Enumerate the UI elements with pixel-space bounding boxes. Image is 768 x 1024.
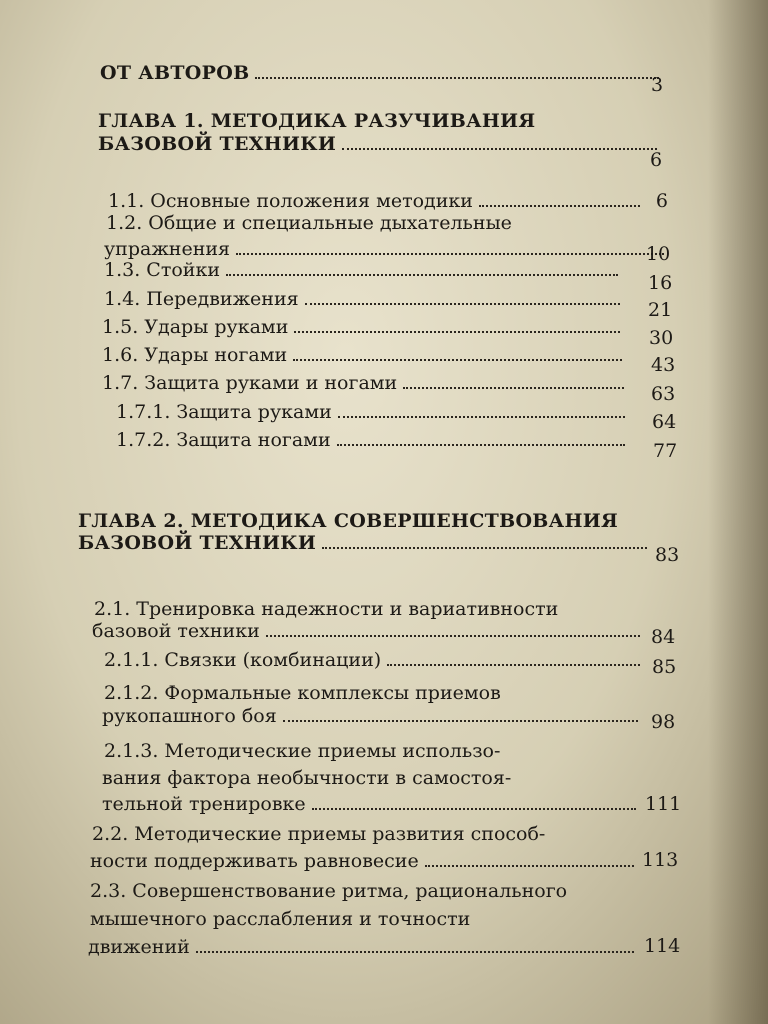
toc-entry-text: 1.5. Удары руками xyxy=(102,316,289,338)
chapter-1-title-line1: ГЛАВА 1. МЕТОДИКА РАЗУЧИВАНИЯ xyxy=(98,110,536,132)
dot-leader xyxy=(266,634,640,637)
toc-entry-text: 1.7.2. Защита ногами xyxy=(116,429,331,451)
toc-entry[interactable] xyxy=(88,928,640,958)
toc-page-number: 113 xyxy=(642,849,679,871)
toc-page-number: 83 xyxy=(655,544,680,566)
toc-entry-text: 2.2. Методические приемы развития способ- xyxy=(92,823,546,845)
toc-page-number: 77 xyxy=(653,440,678,462)
toc-entry[interactable] xyxy=(116,421,631,451)
dot-leader xyxy=(305,302,620,305)
toc-entry-text: 1.6. Удары ногами xyxy=(102,344,288,366)
toc-entry-text: 2.1.2. Формальные комплексы приемов xyxy=(104,682,501,704)
dot-leader xyxy=(293,358,622,361)
toc-entry[interactable] xyxy=(92,612,646,642)
dot-leader xyxy=(196,950,634,953)
toc-page-number: 10 xyxy=(646,243,671,265)
toc-page-number: 43 xyxy=(651,354,676,376)
toc-entry-text: движений xyxy=(88,936,190,958)
dot-leader xyxy=(283,719,638,722)
toc-entry-text: мышечного расслабления и точности xyxy=(90,908,471,930)
toc-entry-text: вания фактора необычности в самостоя- xyxy=(102,767,512,789)
toc-entry-text: упражнения xyxy=(104,238,231,260)
toc-page-number: 63 xyxy=(651,383,676,405)
toc-entry-text: 1.3. Стойки xyxy=(104,259,220,281)
toc-page-number: 6 xyxy=(650,149,663,171)
chapter-2-heading[interactable] xyxy=(78,524,653,554)
toc-entry[interactable] xyxy=(108,182,668,212)
toc-entry-text: ности поддерживать равновесие xyxy=(90,850,419,872)
toc-page-number: 85 xyxy=(652,656,677,678)
dot-leader xyxy=(322,546,647,549)
toc-page-number: 21 xyxy=(648,299,673,321)
toc-entry-text: 1.1. Основные положения методики xyxy=(108,190,473,212)
toc-entry[interactable] xyxy=(102,785,642,815)
toc-entry[interactable] xyxy=(104,641,646,671)
toc-entry[interactable] xyxy=(116,393,631,423)
toc-entry-text: рукопашного боя xyxy=(102,705,277,727)
toc-entry-text: 1.2. Общие и специальные дыхательные xyxy=(106,212,512,234)
toc-page-number: 64 xyxy=(652,411,677,433)
toc-page-number: 3 xyxy=(651,74,664,96)
toc-page-number: 114 xyxy=(644,935,681,957)
toc-entry[interactable] xyxy=(102,336,628,366)
toc-entry-text: 2.3. Совершенствование ритма, рационального xyxy=(90,880,568,902)
toc-page-number: 111 xyxy=(645,793,682,815)
dot-leader xyxy=(403,386,624,389)
toc-entry-text: тельной тренировке xyxy=(102,793,306,815)
toc-entry-text: 1.7. Защита руками и ногами xyxy=(102,372,398,394)
dot-leader xyxy=(337,443,625,446)
toc-page-number: 30 xyxy=(649,327,674,349)
dot-leader xyxy=(338,415,625,418)
dot-leader xyxy=(312,807,636,810)
chapter-1-heading[interactable] xyxy=(98,125,663,155)
dot-leader xyxy=(255,76,659,79)
toc-entry[interactable] xyxy=(102,308,626,338)
toc-entry-text: 1.7.1. Защита руками xyxy=(116,401,332,423)
toc-entry-text: 1.4. Передвижения xyxy=(104,288,299,310)
toc-entry-text: 2.1.3. Методические приемы использо- xyxy=(104,740,501,762)
toc-page-number: 84 xyxy=(651,626,676,648)
toc-entry[interactable] xyxy=(102,364,630,394)
chapter-2-title-line2: БАЗОВОЙ ТЕХНИКИ xyxy=(78,532,317,554)
toc-page-number: 6 xyxy=(655,190,668,212)
dot-leader xyxy=(226,273,618,276)
toc-entry[interactable] xyxy=(90,842,640,872)
dot-leader xyxy=(425,864,634,867)
toc-entry-authors[interactable] xyxy=(100,54,665,84)
toc-entry[interactable] xyxy=(102,697,644,727)
dot-leader xyxy=(479,204,640,207)
toc-entry-text: 2.1.1. Связки (комбинации) xyxy=(104,649,382,671)
dot-leader xyxy=(294,330,620,333)
dot-leader xyxy=(342,147,657,150)
toc-entry[interactable] xyxy=(104,280,626,310)
toc-page-number: 98 xyxy=(651,711,676,733)
toc-entry-text: базовой техники xyxy=(92,620,260,642)
toc-entry[interactable] xyxy=(104,251,624,281)
chapter-2-title-line1: ГЛАВА 2. МЕТОДИКА СОВЕРШЕНСТВОВАНИЯ xyxy=(78,510,619,532)
dot-leader xyxy=(387,663,640,666)
toc-entry-text: 2.1. Тренировка надежности и вариативности xyxy=(94,598,559,620)
toc-page-number: 16 xyxy=(648,272,673,294)
chapter-1-title-line2: БАЗОВОЙ ТЕХНИКИ xyxy=(98,133,337,155)
toc-entry-text: ОТ АВТОРОВ xyxy=(100,62,250,84)
